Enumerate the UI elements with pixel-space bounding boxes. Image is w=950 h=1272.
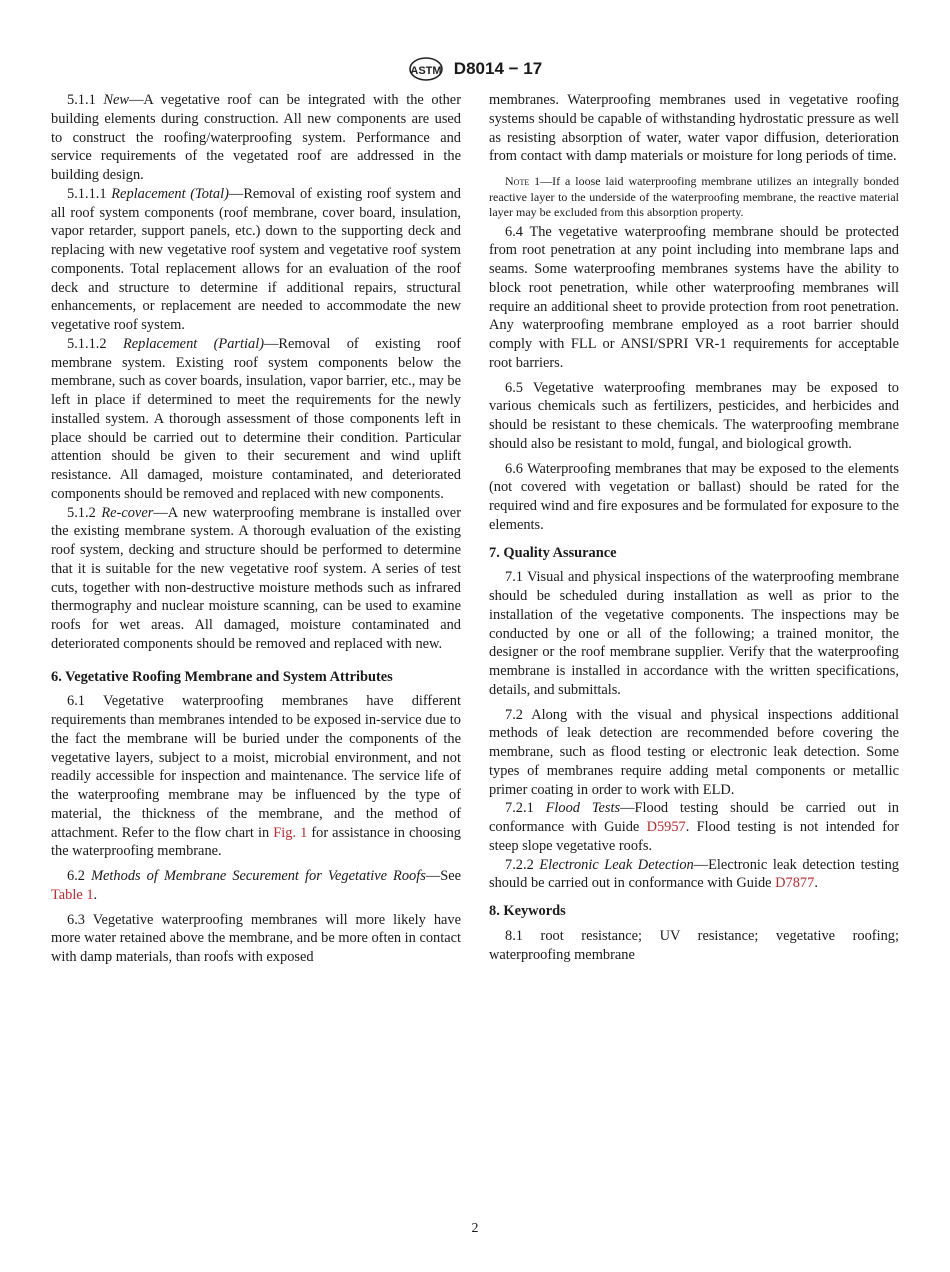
paragraph-text: for assistance in choosing the waterproofing membrane. <box>51 824 461 860</box>
paragraph-text: 7.1 Visual and physical inspections of the waterproofing membrane should be scheduled during installation as well as prior to the installation of the vegetative components. The inspections may be conducted by one or all of the following; a trained monitor, the designer or the roof membrane supplier. Verify that the waterproofing membrane is installed in accordance with the written specifications, details, and submittals. <box>489 569 899 698</box>
paragraph <box>489 223 899 373</box>
reference-link[interactable]: Fig. 1 <box>273 824 308 841</box>
paragraph-text: 6.1 Vegetative waterproofing membranes have different requirements than membranes intended to be exposed in-service due to the fact the membrane will be buried under the components of the vegetative layers, subject to a moist, microbial environment, and not readily accessible for inspection and maintenance. The service life of the waterproofing membrane may be influenced by the type of material, the thickness of the membrane, and the method of attachment. Refer to the flow chart in <box>51 693 461 841</box>
paragraph-text: 5.1.1.2 <box>67 335 123 352</box>
italic-term: Replacement (Partial) <box>122 335 265 352</box>
paragraph <box>489 91 899 166</box>
italic-term: Replacement (Total) <box>111 185 229 202</box>
paragraph-text: 8.1 root resistance; UV resistance; vegetative roofing; waterproofing membrane <box>489 927 899 963</box>
paragraph-text: 5.1.1 <box>67 92 104 108</box>
paragraph <box>489 460 899 535</box>
italic-term: New <box>103 92 130 108</box>
paragraph <box>51 867 461 905</box>
right-column <box>489 91 899 964</box>
paragraph <box>489 379 899 454</box>
paragraph <box>489 927 899 965</box>
paragraph-text: 7.2.2 <box>505 856 540 873</box>
reference-link[interactable]: D7877 <box>775 875 815 892</box>
italic-term: Electronic Leak Detection <box>539 856 694 873</box>
note <box>489 174 899 221</box>
reference-link[interactable]: D5957 <box>646 819 686 835</box>
paragraph-text: 7.2 Along with the visual and physical inspections additional methods of leak detection are recommended before covering the membrane, such as flood testing or electronic leak detection. Some types of membranes require adding metal components or metallic primer coating in order to work with ELD. <box>489 706 899 798</box>
paragraph-text: 6.4 The vegetative waterproofing membrane should be protected from root penetration at any point including into membrane laps and seams. Some waterproofing membranes systems have the ability to block root penetration, while other waterproofing membranes will require an additional sheet to provide protection from root penetration. Any waterproofing membrane employed as a root barrier should comply with FLL or ANSI/SPRI VR-1 requirements for acceptable root barriers. <box>489 223 899 371</box>
left-column <box>51 91 461 967</box>
section-heading: 7. Quality Assurance <box>489 544 617 561</box>
paragraph-text: —Removal of existing roof system and all roof system components (roof membrane, cover board, insulation, vapor retarder, support panels, etc.) down to the supporting deck and replacing with new vegetative roof system and vegetative roof system components. Total replacement allows for an evaluation of the roof deck and structure to determine if additional repairs, structural enhancements, or replacement are needed to accommodate the new vegetative roof system. <box>51 185 461 333</box>
italic-term: Flood Tests <box>545 800 621 817</box>
paragraph-text: 6.3 Vegetative waterproofing membranes will more likely have more water retained above the membrane, and be more often in contact with damp materials, than roofs with exposed <box>51 911 461 965</box>
paragraph-text: 7.2.1 <box>505 800 546 817</box>
svg-text:ASTM: ASTM <box>410 65 442 77</box>
paragraph-text: 6.5 Vegetative waterproofing membranes may be exposed to various chemicals such as fertilizers, pesticides, and herbicides and should be resistant to these chemicals. The waterproofing membrane should also be resistant to mold, fungal, and biological growth. <box>489 379 899 452</box>
reference-link[interactable]: Table 1 <box>51 886 94 903</box>
note-text: —If a loose laid waterproofing membrane utilizes an integrally bonded reactive layer to the underside of the waterproofing membrane, the reactive material layer may be excluded from this absorption property. <box>489 174 899 219</box>
italic-term: Re-cover <box>101 504 154 521</box>
paragraph-text: 6.6 Waterproofing membranes that may be exposed to the elements (not covered with vegetation or ballast) should be rated for the required wind and fire exposures and be formulated for exposure to the elements. <box>489 460 899 533</box>
paragraph-text: . Flood testing is not intended for steep slope vegetative roofs. <box>489 819 900 854</box>
paragraph <box>51 185 461 335</box>
paragraph <box>489 568 899 699</box>
paragraph-text: 6.2 <box>67 868 92 884</box>
document-designation: D8014 − 17 <box>453 59 543 78</box>
document-header <box>0 56 950 82</box>
paragraph <box>51 91 461 185</box>
paragraph-text: —See <box>425 868 461 884</box>
paragraph <box>51 504 461 654</box>
paragraph <box>489 799 899 855</box>
paragraph <box>51 335 461 504</box>
astm-logo-icon <box>408 56 444 82</box>
paragraph-text: . <box>93 886 98 903</box>
paragraph-text: —A vegetative roof can be integrated with the other building elements during construction. All new components are used to construct the roofing/waterproofing system. Performance and service requirements of the vegetated roof are addressed in the building design. <box>51 92 461 183</box>
section-heading: 8. Keywords <box>489 903 566 919</box>
paragraph-text: 5.1.1.1 <box>67 185 112 202</box>
paragraph <box>51 692 461 861</box>
paragraph <box>489 706 899 800</box>
paragraph-text: —A new waterproofing membrane is installed over the existing membrane system. A thorough evaluation of the existing roof system, decking and structure should be performed to determine that it is suitable for the new vegetative roof system. A series of test cuts, together with non-destructive moisture methods such as infrared thermography and nuclear moisture scanning, can be used to examine roofs for wet areas. All damaged, moisture contaminated and deteriorated components should be removed and replaced with new. <box>51 504 461 652</box>
paragraph-text: —Removal of existing roof membrane system. Existing roof system components below the membrane, such as cover boards, insulation, vapor barrier, etc., may be left in place if determined to meet the requirements for the newly installed system. A thorough assessment of those components left in place should be carried out to determine their condition. Particular attention should be given to their securement and wind uplift resistance. All damaged, moisture contaminated, and deteriorated components should be removed and replaced with new components. <box>51 335 462 502</box>
paragraph-text: . <box>814 875 818 892</box>
paragraph-text: —Electronic leak detection testing should be carried out in conformance with Guide <box>489 856 899 892</box>
paragraph <box>489 856 899 894</box>
italic-term: Methods of Membrane Securement for Vegetative Roofs <box>91 868 426 884</box>
paragraph-text: 5.1.2 <box>67 504 102 521</box>
note-label: Note 1 <box>505 174 541 188</box>
paragraph-text: membranes. Waterproofing membranes used in vegetative roofing systems should be capable of withstanding hydrostatic pressure as well as resisting absorption of water, water vapor diffusion, deterioration from contact with damp materials or moisture for long periods of time. <box>489 92 899 165</box>
paragraph <box>51 911 461 967</box>
paragraph-text: —Flood testing should be carried out in conformance with Guide <box>489 800 899 835</box>
section-heading: 6. Vegetative Roofing Membrane and System Attributes <box>51 668 393 685</box>
page-number: 2 <box>471 1221 479 1236</box>
